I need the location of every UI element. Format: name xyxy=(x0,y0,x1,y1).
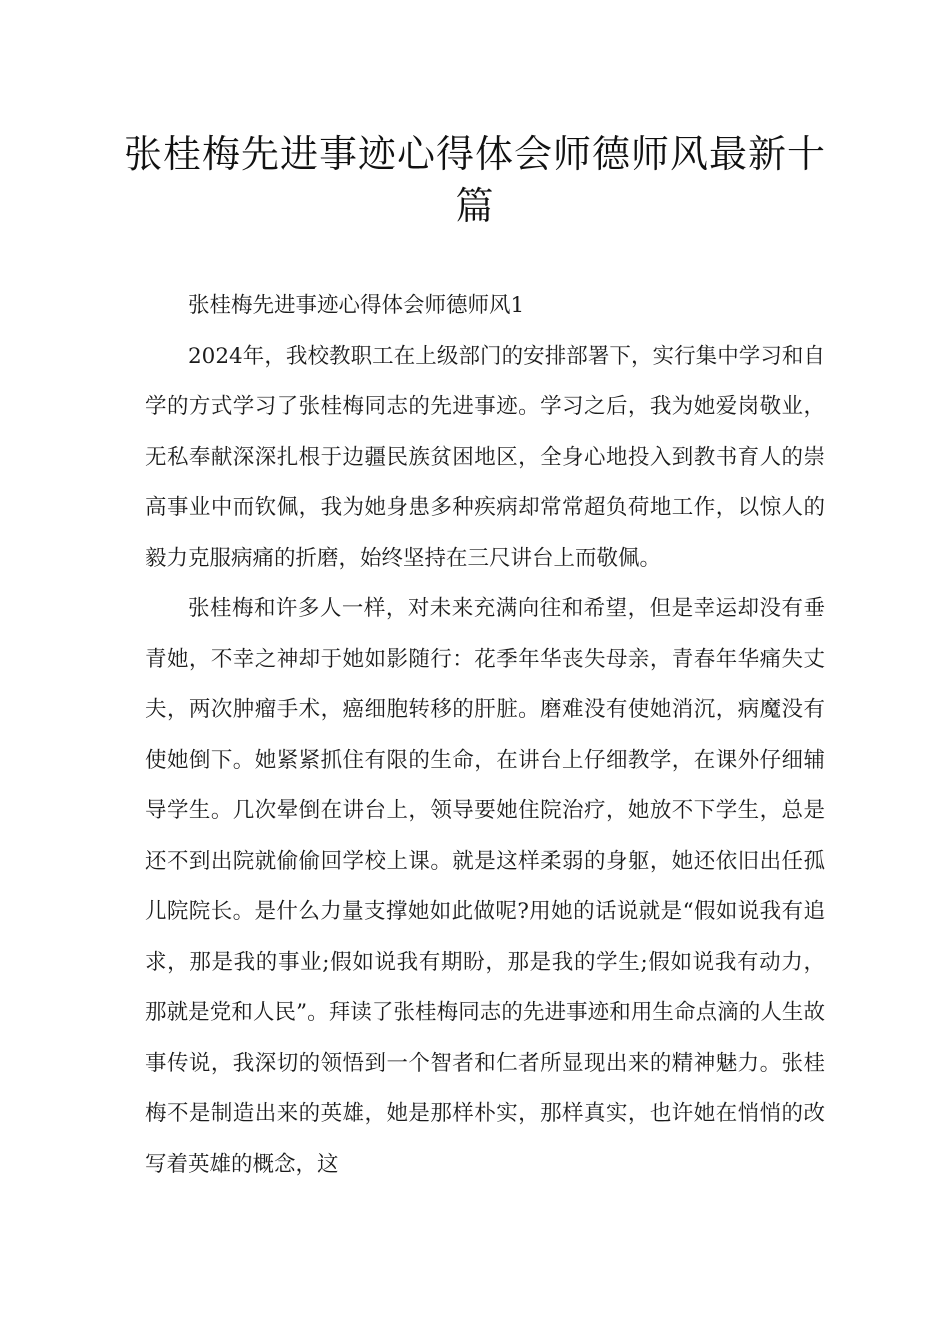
body-paragraph: 2024年，我校教职工在上级部门的安排部署下，实行集中学习和自学的方式学习了张桂梅同志的先进事迹。学习之后，我为她爱岗敬业，无私奉献深深扎根于边疆民族贫困地区，全身心地投入到教书育人的崇高事业中而钦佩，我为她身患多种疾病却常常超负荷地工作，以惊人的毅力克服病痛的折磨，始终坚持在三尺讲台上而敬佩。 xyxy=(145,343,825,571)
section-heading: 张桂梅先进事迹心得体会师德师风1 xyxy=(188,293,525,318)
document-body xyxy=(145,281,825,1190)
body-paragraph: 张桂梅和许多人一样，对未来充满向往和希望，但是幸运却没有垂青她，不幸之神却于她如影随行：花季年华丧失母亲，青春年华痛失丈夫，两次肿瘤手术，癌细胞转移的肝脏。磨难没有使她消沉，病魔没有使她倒下。她紧紧抓住有限的生命，在讲台上仔细教学，在课外仔细辅导学生。几次晕倒在讲台上，领导要她住院治疗，她放不下学生，总是还不到出院就偷偷回学校上课。就是这样柔弱的身躯，她还依旧出任孤儿院院长。是什么力量支撑她如此做呢?用她的话说就是“假如说我有追求，那是我的事业;假如说我有期盼，那是我的学生;假如说我有动力，那就是党和人民”。拜读了张桂梅同志的先进事迹和用生命点滴的人生故事传说，我深切的领悟到一个智者和仁者所显现出来的精神魅力。张桂梅不是制造出来的英雄，她是那样朴实，那样真实，也许她在悄悄的改写着英雄的概念，这 xyxy=(145,596,825,1177)
document-title: 张桂梅先进事迹心得体会师德师风最新十篇 xyxy=(123,132,826,228)
